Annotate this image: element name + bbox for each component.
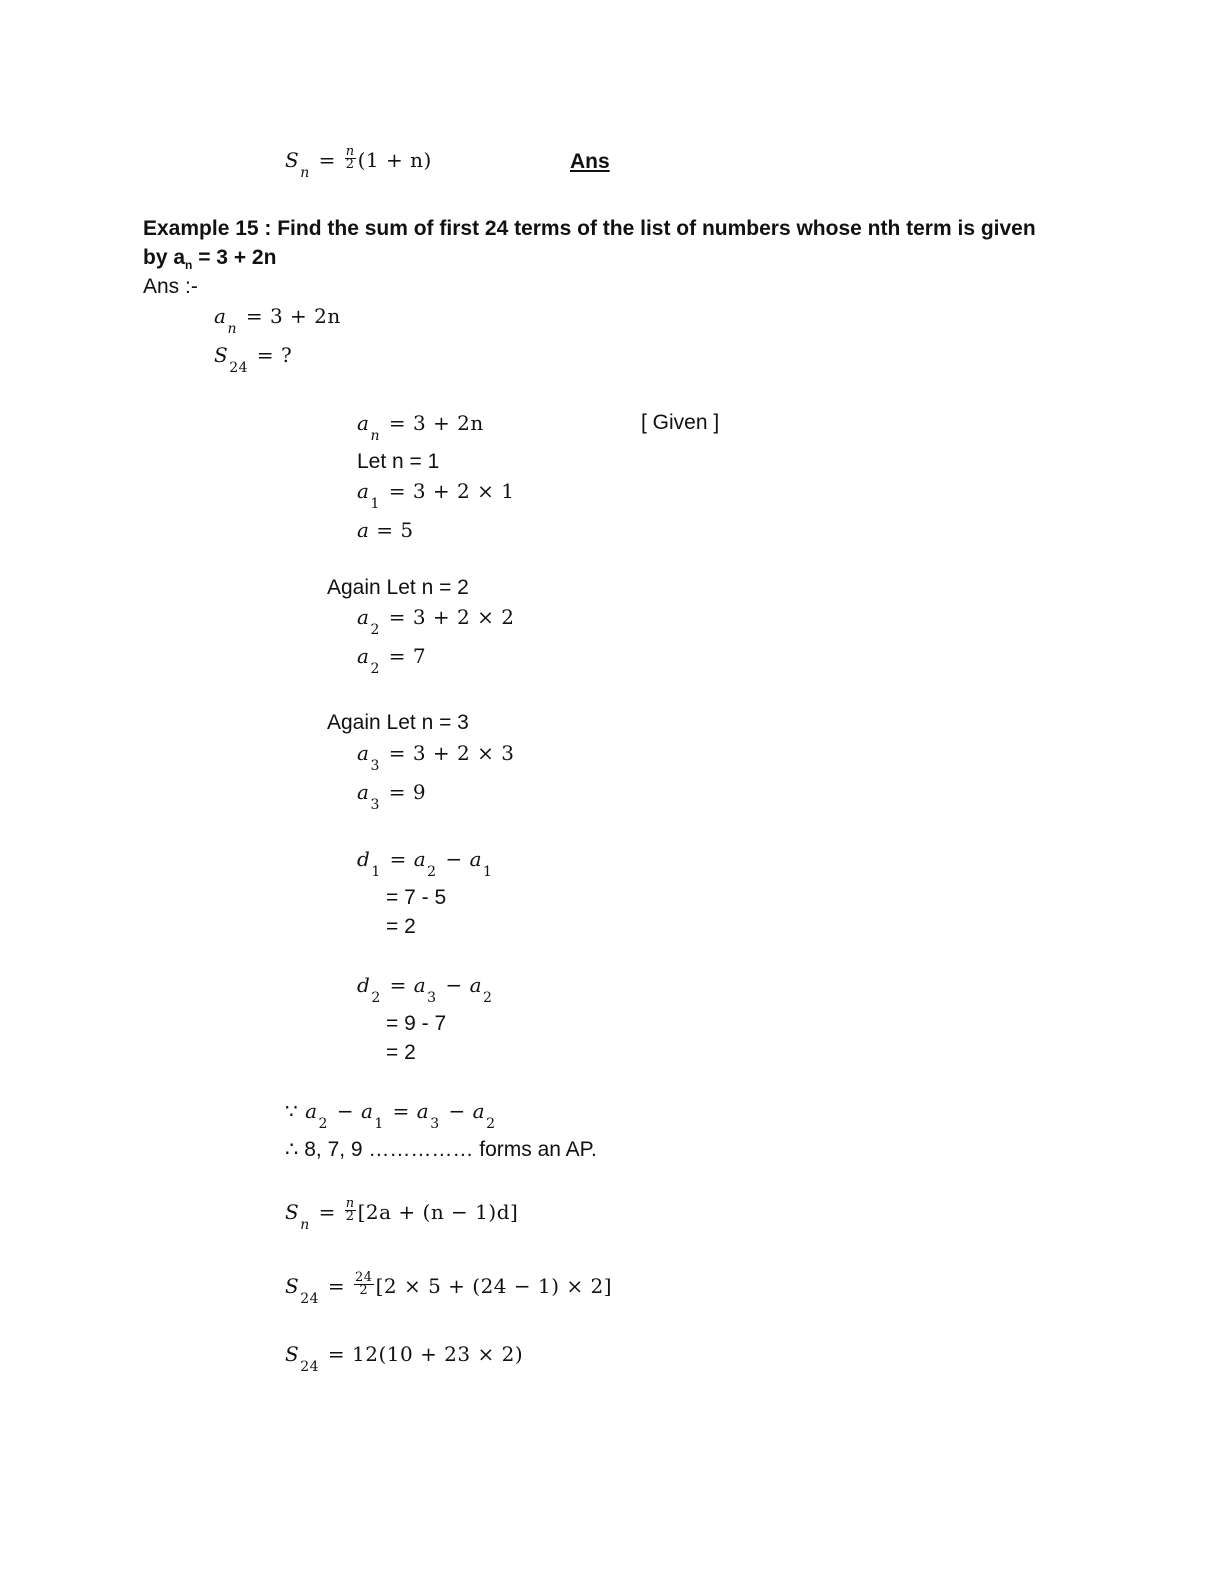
step1-calc [357, 479, 515, 512]
a-var: a [360, 1099, 374, 1123]
equals-sign: = [318, 148, 336, 172]
title-text: by a [143, 246, 186, 269]
step-var: a [357, 518, 370, 542]
step-subscript: 1 [370, 496, 380, 512]
a-subscript: 2 [483, 990, 493, 1006]
ans-intro-label: Ans :- [143, 275, 198, 298]
fraction [345, 146, 356, 171]
given-var: S [214, 343, 229, 367]
step-subscript: 2 [370, 661, 380, 677]
diff1-formula [357, 847, 494, 880]
a-var: a [416, 1099, 430, 1123]
formula-rest: (1 + n) [357, 148, 432, 172]
diff1-line2: = 7 - 5 [386, 886, 447, 909]
step3-result [357, 780, 427, 813]
therefore-statement [285, 1137, 597, 1162]
given-subscript: n [227, 321, 237, 337]
step2-let: Again Let n = 2 [327, 576, 469, 599]
step1-result [357, 518, 414, 542]
step-var: a [357, 605, 370, 629]
diff2-line3: = 2 [386, 1041, 416, 1064]
step-rhs: = 9 [388, 780, 427, 804]
fraction [354, 1272, 374, 1297]
a-var: a [413, 847, 427, 871]
equals-sign: = [389, 847, 407, 871]
diff-var: d [357, 973, 371, 997]
fraction-denominator: 2 [345, 157, 355, 172]
step1-let: Let n = 1 [357, 450, 440, 473]
sum-formula [285, 1196, 519, 1233]
title-text-suffix: = 3 + 2n [192, 246, 277, 269]
formula-subscript: n [300, 165, 310, 181]
a-var: a [413, 973, 427, 997]
diff1-line3: = 2 [386, 915, 416, 938]
formula-rest: = 12(10 + 23 × 2) [327, 1342, 524, 1366]
fraction-numerator: n [345, 144, 355, 159]
step-rhs: = 3 + 2 × 2 [388, 605, 515, 629]
step-subscript: 3 [370, 758, 380, 774]
step-rhs: = 3 + 2n [388, 411, 484, 435]
equals-sign: = [327, 1274, 346, 1298]
step-var: a [357, 780, 370, 804]
formula-rest: [2a + (n − 1)d] [357, 1200, 519, 1224]
step-rhs: = 7 [388, 644, 427, 668]
given-s24 [214, 343, 293, 376]
step2-result [357, 644, 427, 677]
title-subscript: n [185, 258, 193, 272]
step-var: a [357, 741, 370, 765]
fraction-denominator: 2 [359, 1283, 369, 1298]
a-var: a [305, 1099, 318, 1123]
equals-sign: = [392, 1099, 410, 1123]
given-subscript: 24 [229, 360, 249, 376]
given-rhs: = ? [256, 343, 293, 367]
given-var: a [214, 304, 227, 328]
step-var: a [357, 411, 370, 435]
step-rhs: = 5 [376, 518, 414, 542]
sum-substituted [285, 1270, 613, 1307]
sum-var: S [285, 1342, 300, 1366]
a-subscript: 1 [374, 1116, 384, 1132]
diff2-formula [357, 973, 494, 1006]
given-an [214, 304, 341, 337]
minus-sign: − [445, 847, 463, 871]
a-subscript: 2 [318, 1116, 328, 1132]
diff-subscript: 2 [371, 990, 381, 1006]
step-subscript: 2 [370, 622, 380, 638]
formula-rest: [2 × 5 + (24 − 1) × 2] [375, 1274, 613, 1298]
a-subscript: 1 [483, 864, 493, 880]
a-var: a [472, 1099, 486, 1123]
a-subscript: 2 [427, 864, 437, 880]
step3-let: Again Let n = 3 [327, 711, 469, 734]
therefore-icon: ∴ [285, 1138, 299, 1161]
sum-var: S [285, 1200, 300, 1224]
sum-subscript: n [300, 1217, 310, 1233]
equals-sign: = [389, 973, 407, 997]
diff-var: d [357, 847, 371, 871]
fraction [345, 1198, 356, 1223]
because-statement [285, 1099, 497, 1132]
formula-var: S [285, 148, 300, 172]
minus-sign: − [448, 1099, 466, 1123]
because-icon: ∵ [285, 1099, 299, 1123]
sn-result-formula [285, 144, 432, 181]
example-title-line1: Example 15 : Find the sum of first 24 terms of the list of numbers whose nth term is given [143, 217, 1036, 240]
sum-subscript: 24 [300, 1359, 320, 1375]
step-var: a [357, 479, 370, 503]
step-rhs: = 3 + 2 × 1 [388, 479, 515, 503]
sum-simplified [285, 1342, 524, 1375]
fraction-numerator: 24 [355, 1270, 373, 1285]
a-var: a [469, 847, 482, 871]
a-var: a [469, 973, 482, 997]
example-title-line2 [143, 246, 276, 270]
answer-label: Ans [570, 150, 610, 173]
minus-sign: − [445, 973, 463, 997]
sum-subscript: 24 [300, 1291, 320, 1307]
step-subscript: 3 [370, 797, 380, 813]
a-subscript: 3 [430, 1116, 440, 1132]
step-rhs: = 3 + 2 × 3 [388, 741, 515, 765]
sum-var: S [285, 1274, 300, 1298]
given-rhs: = 3 + 2n [245, 304, 341, 328]
equals-sign: = [318, 1200, 336, 1224]
diff-subscript: 1 [371, 864, 381, 880]
step-subscript: n [370, 428, 380, 444]
therefore-text: 8, 7, 9 …………… forms an AP. [304, 1138, 597, 1161]
a-subscript: 3 [427, 990, 437, 1006]
diff2-line2: = 9 - 7 [386, 1012, 447, 1035]
step3-calc [357, 741, 515, 774]
step-var: a [357, 644, 370, 668]
a-subscript: 2 [486, 1116, 496, 1132]
given-tag: [ Given ] [641, 411, 720, 434]
fraction-numerator: n [345, 1196, 355, 1211]
fraction-denominator: 2 [345, 1209, 355, 1224]
minus-sign: − [336, 1099, 355, 1123]
step2-calc [357, 605, 515, 638]
step1-formula [357, 411, 484, 444]
